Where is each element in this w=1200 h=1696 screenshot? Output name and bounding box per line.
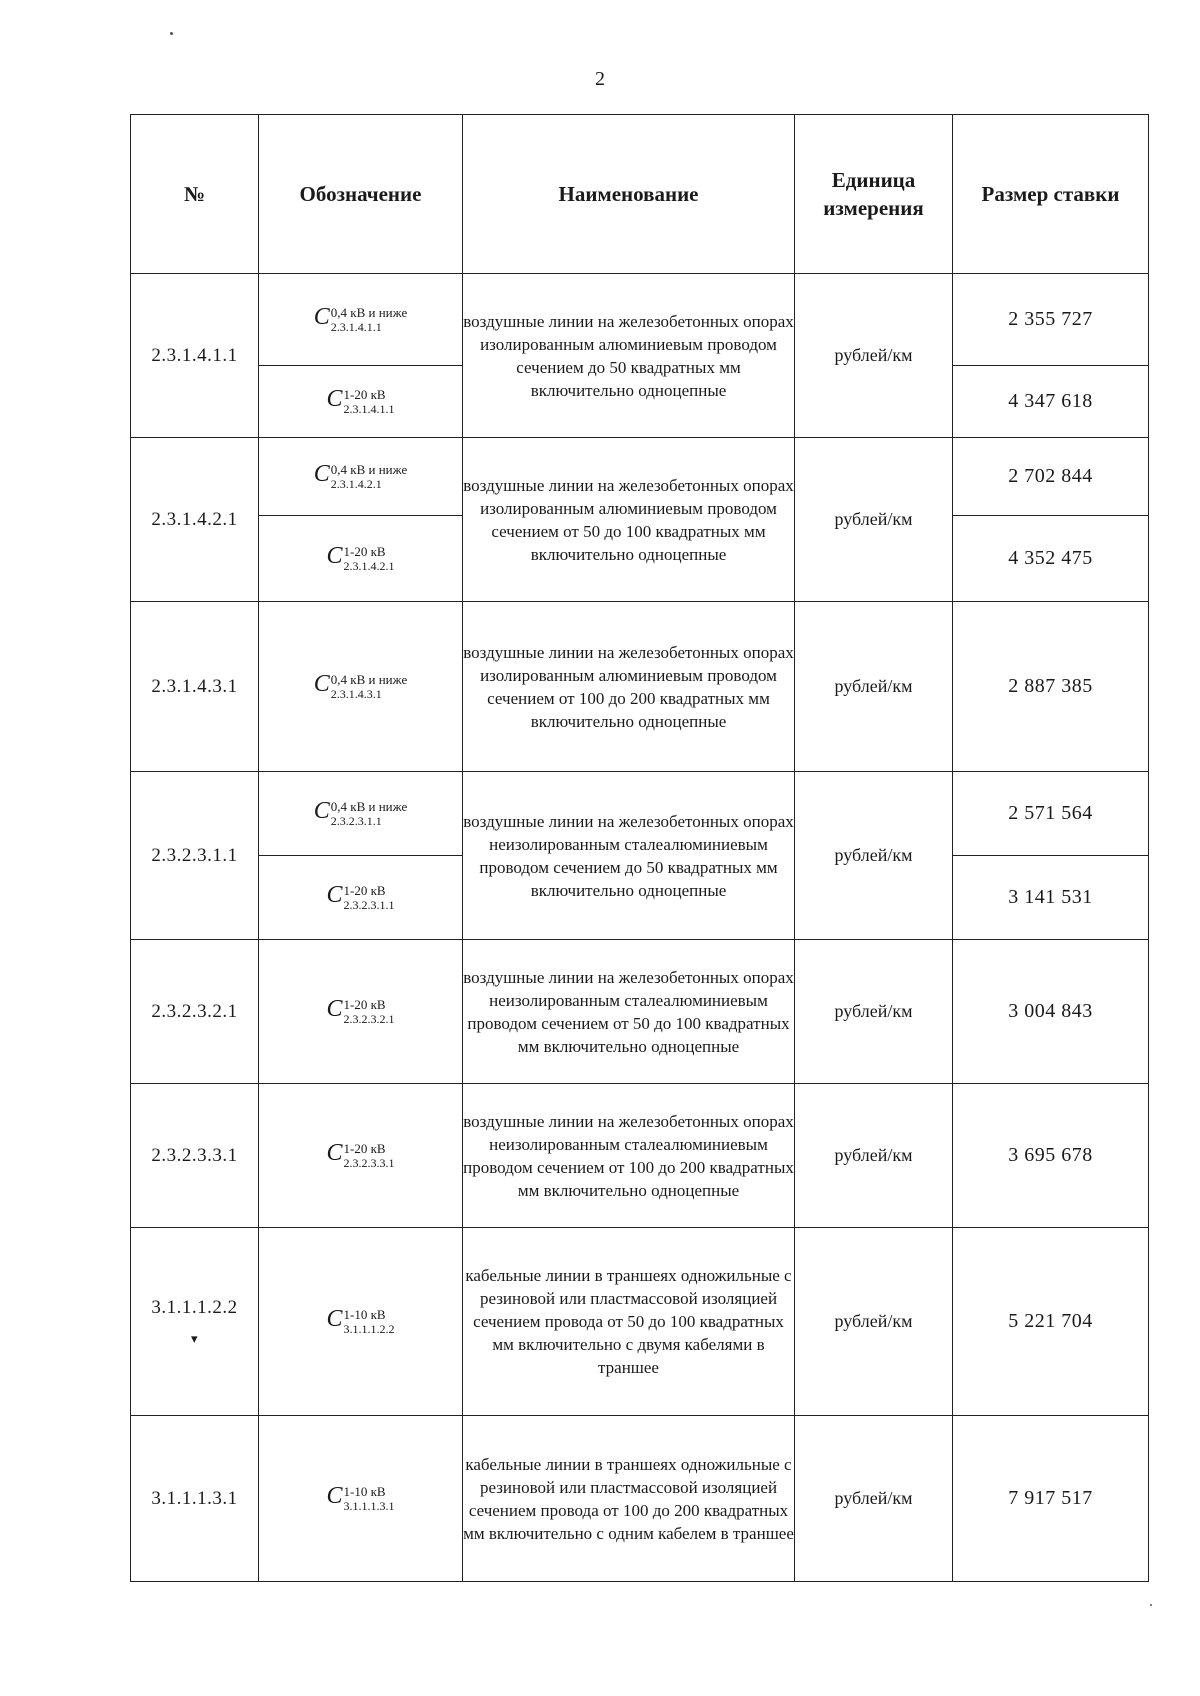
rate-symbol-indices	[331, 463, 407, 491]
row-number-text: 2.3.2.3.1.1	[151, 844, 238, 866]
row-number	[131, 274, 259, 438]
rate-symbol-indices	[331, 306, 407, 334]
table-row	[131, 1084, 1149, 1228]
designation-cell	[259, 1228, 463, 1416]
unit-cell: рублей/км	[795, 1084, 953, 1228]
scan-speck	[170, 32, 173, 35]
code-subscript: 2.3.2.3.1.1	[330, 813, 382, 828]
rate-symbol-indices	[344, 998, 395, 1026]
voltage-superscript: 1-20 кВ	[343, 1140, 386, 1156]
designation-cell	[259, 438, 463, 516]
row-number	[131, 1416, 259, 1582]
code-subscript: 2.3.1.4.1.1	[330, 319, 382, 334]
voltage-superscript: 1-10 кВ	[343, 1483, 386, 1499]
row-number	[131, 438, 259, 602]
page-number: 2	[595, 68, 605, 90]
code-subscript: 2.3.1.4.2.1	[330, 476, 382, 491]
code-subscript: 2.3.2.3.3.1	[343, 1155, 395, 1170]
table-row	[131, 438, 1149, 516]
rate-symbol	[326, 544, 394, 572]
header-unit: Единица измерения	[795, 115, 953, 274]
header-rate: Размер ставки	[953, 115, 1149, 274]
unit-cell: рублей/км	[795, 772, 953, 940]
voltage-superscript: 0,4 кВ и ниже	[330, 798, 408, 814]
rate-symbol-letter: C	[313, 461, 330, 488]
table-row	[131, 1228, 1149, 1416]
header-designation: Обозначение	[259, 115, 463, 274]
unit-cell: рублей/км	[795, 602, 953, 772]
code-subscript: 3.1.1.1.2.2	[343, 1321, 395, 1336]
voltage-superscript: 0,4 кВ и ниже	[330, 304, 408, 320]
designation-cell	[259, 1416, 463, 1582]
rate-symbol	[326, 1307, 394, 1335]
bullet-mark-icon: ▾	[190, 1330, 199, 1346]
rate-symbol-letter: C	[326, 1140, 343, 1167]
voltage-superscript: 1-20 кВ	[343, 386, 386, 402]
name-cell: кабельные линии в траншеях одножильные с резиновой или пластмассовой изоляцией сечением провода от 100 до 200 квадратных мм включительно с одним кабелем в траншее	[463, 1416, 795, 1582]
rate-symbol-indices	[344, 1485, 395, 1513]
rate-symbol	[314, 305, 407, 333]
rate-value: 7 917 517	[953, 1416, 1149, 1582]
rate-symbol	[326, 1141, 394, 1169]
designation-cell	[259, 940, 463, 1084]
name-cell: воздушные линии на железобетонных опорах изолированным алюминиевым проводом сечением от 50 до 100 квадратных мм включительно одноцепные	[463, 438, 795, 602]
rate-value: 2 355 727	[953, 274, 1149, 366]
voltage-superscript: 0,4 кВ и ниже	[330, 671, 408, 687]
unit-cell: рублей/км	[795, 940, 953, 1084]
header-num: №	[131, 115, 259, 274]
rate-symbol-indices	[331, 800, 407, 828]
rate-symbol-indices	[344, 388, 395, 416]
rate-symbol	[326, 997, 394, 1025]
rate-symbol-letter: C	[326, 386, 343, 413]
code-subscript: 2.3.2.3.1.1	[343, 897, 395, 912]
rate-symbol-letter: C	[313, 798, 330, 825]
row-number	[131, 940, 259, 1084]
designation-cell	[259, 366, 463, 438]
rate-symbol	[326, 883, 394, 911]
designation-cell	[259, 602, 463, 772]
rate-symbol-letter: C	[326, 1483, 343, 1510]
rate-symbol	[314, 672, 407, 700]
voltage-superscript: 0,4 кВ и ниже	[330, 461, 408, 477]
voltage-superscript: 1-10 кВ	[343, 1306, 386, 1322]
rate-value: 2 887 385	[953, 602, 1149, 772]
rate-symbol-letter: C	[326, 996, 343, 1023]
rate-symbol	[326, 387, 394, 415]
table-body	[131, 274, 1149, 1582]
designation-cell	[259, 856, 463, 940]
voltage-superscript: 1-20 кВ	[343, 996, 386, 1012]
rate-symbol-indices	[344, 1308, 395, 1336]
designation-cell	[259, 516, 463, 602]
name-cell: воздушные линии на железобетонных опорах неизолированным сталеалюминиевым проводом сечением от 100 до 200 квадратных мм включительно одноцепные	[463, 1084, 795, 1228]
rate-value: 5 221 704	[953, 1228, 1149, 1416]
row-number-text: 2.3.2.3.2.1	[151, 1000, 238, 1022]
row-number-text: 3.1.1.1.3.1	[151, 1487, 238, 1509]
code-subscript: 2.3.1.4.3.1	[330, 686, 382, 701]
rate-value: 3 695 678	[953, 1084, 1149, 1228]
designation-cell	[259, 1084, 463, 1228]
rate-symbol	[326, 1484, 394, 1512]
row-number	[131, 1228, 259, 1416]
code-subscript: 2.3.1.4.1.1	[343, 401, 395, 416]
row-number	[131, 602, 259, 772]
table-row	[131, 602, 1149, 772]
rate-symbol-indices	[344, 884, 395, 912]
rate-symbol	[314, 462, 407, 490]
rate-value: 3 141 531	[953, 856, 1149, 940]
unit-cell: рублей/км	[795, 438, 953, 602]
row-number-text: 3.1.1.1.2.2	[151, 1296, 238, 1318]
rate-symbol-letter: C	[326, 882, 343, 909]
rate-symbol-indices	[344, 545, 395, 573]
name-cell: воздушные линии на железобетонных опорах изолированным алюминиевым проводом сечением до 50 квадратных мм включительно одноцепные	[463, 274, 795, 438]
unit-cell: рублей/км	[795, 1228, 953, 1416]
table-row	[131, 940, 1149, 1084]
rate-symbol-letter: C	[326, 1306, 343, 1333]
name-cell: воздушные линии на железобетонных опорах изолированным алюминиевым проводом сечением от 100 до 200 квадратных мм включительно одноцепные	[463, 602, 795, 772]
unit-cell: рублей/км	[795, 1416, 953, 1582]
name-cell: воздушные линии на железобетонных опорах неизолированным сталеалюминиевым проводом сечением от 50 до 100 квадратных мм включительно одноцепные	[463, 940, 795, 1084]
rate-symbol-letter: C	[313, 304, 330, 331]
rate-symbol-letter: C	[313, 671, 330, 698]
rate-symbol	[314, 799, 407, 827]
row-number-text: 2.3.1.4.1.1	[151, 344, 238, 366]
name-cell: кабельные линии в траншеях одножильные с резиновой или пластмассовой изоляцией сечением провода от 50 до 100 квадратных мм включительно с двумя кабелями в траншее	[463, 1228, 795, 1416]
row-number	[131, 772, 259, 940]
table-header-row	[131, 115, 1149, 274]
table-row	[131, 772, 1149, 856]
row-number-text: 2.3.1.4.3.1	[151, 675, 238, 697]
code-subscript: 2.3.2.3.2.1	[343, 1011, 395, 1026]
rate-value: 2 571 564	[953, 772, 1149, 856]
header-name: Наименование	[463, 115, 795, 274]
rate-symbol-indices	[331, 673, 407, 701]
unit-cell: рублей/км	[795, 274, 953, 438]
code-subscript: 2.3.1.4.2.1	[343, 558, 395, 573]
row-number	[131, 1084, 259, 1228]
rate-symbol-indices	[344, 1142, 395, 1170]
designation-cell	[259, 274, 463, 366]
rate-value: 4 347 618	[953, 366, 1149, 438]
table-row	[131, 1416, 1149, 1582]
rate-value: 2 702 844	[953, 438, 1149, 516]
rate-value: 4 352 475	[953, 516, 1149, 602]
voltage-superscript: 1-20 кВ	[343, 543, 386, 559]
code-subscript: 3.1.1.1.3.1	[343, 1498, 395, 1513]
row-number-text: 2.3.1.4.2.1	[151, 508, 238, 530]
rates-table	[130, 114, 1149, 1582]
voltage-superscript: 1-20 кВ	[343, 882, 386, 898]
rate-value: 3 004 843	[953, 940, 1149, 1084]
designation-cell	[259, 772, 463, 856]
table-row	[131, 274, 1149, 366]
row-number-text: 2.3.2.3.3.1	[151, 1144, 238, 1166]
rate-symbol-letter: C	[326, 543, 343, 570]
scan-speck	[1150, 1604, 1152, 1606]
name-cell: воздушные линии на железобетонных опорах неизолированным сталеалюминиевым проводом сечением до 50 квадратных мм включительно одноцепные	[463, 772, 795, 940]
